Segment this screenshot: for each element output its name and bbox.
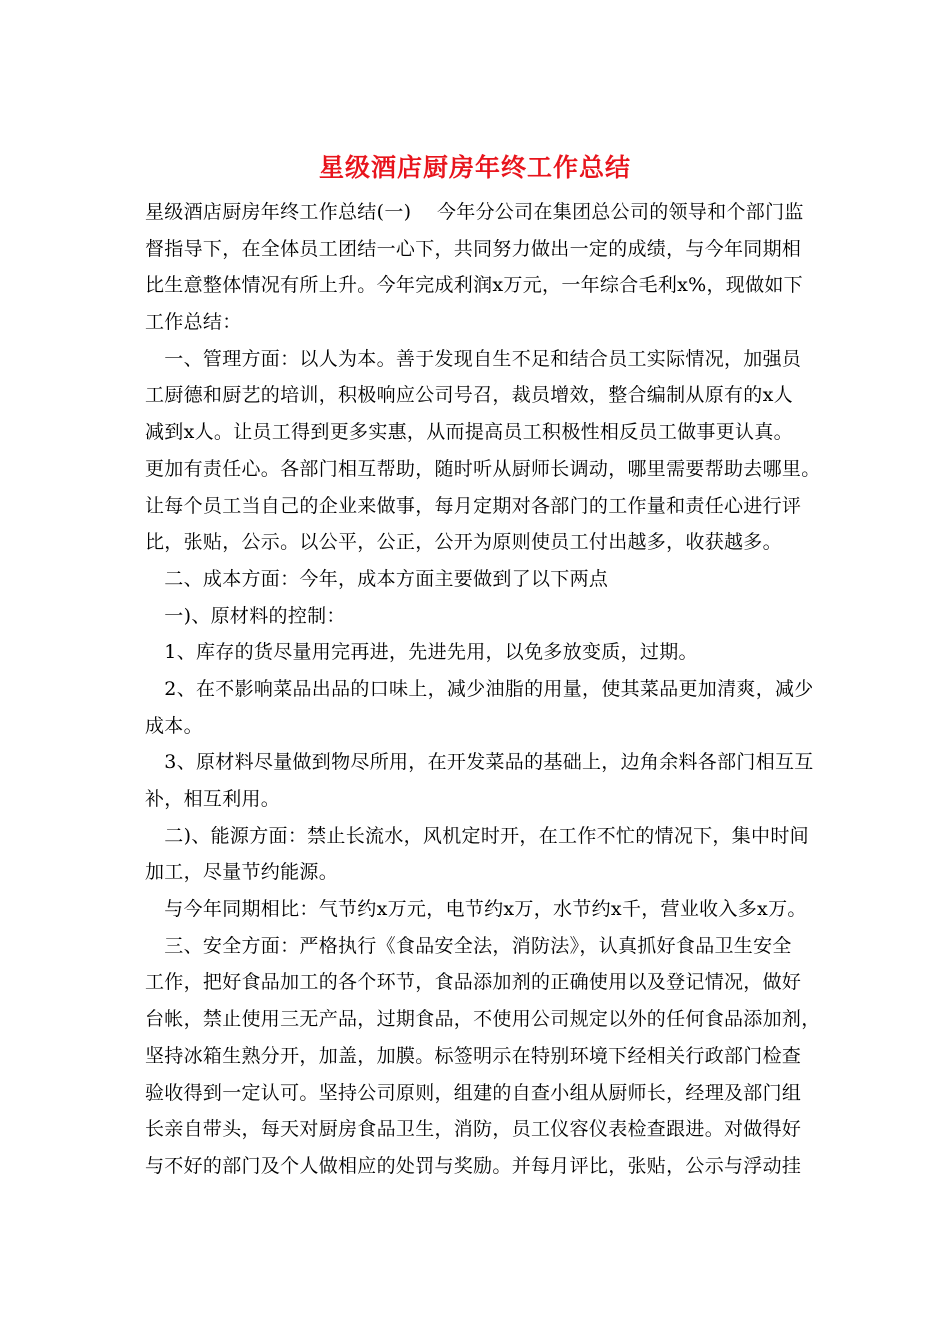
text-line: 长亲自带头，每天对厨房食品卫生，消防，员工仪容仪表检查跟进。对做得好 [145,1118,802,1141]
text-line: 台帐，禁止使用三无产品，过期食品，不使用公司规定以外的任何食品添加剂， [145,1008,821,1031]
text-line: 1、库存的货尽量用完再进，先进先用，以免多放变质，过期。 [145,641,698,664]
text-line: 加工，尽量节约能源。 [145,861,339,884]
text-line: 补，相互利用。 [145,788,281,810]
text-line: 成本。 [145,714,203,737]
document-title: 星级酒店厨房年终工作总结 [318,153,631,182]
text-line: 更加有责任心。各部门相互帮助，随时听从厨师长调动，哪里需要帮助去哪里。 [145,457,821,480]
text-line: 星级酒店厨房年终工作总结(一) 今年分公司在集团总公司的领导和个部门监 [145,201,804,223]
text-line: 让每个员工当自己的企业来做事，每月定期对各部门的工作量和责任心进行评 [145,494,802,517]
text-line: 工厨德和厨艺的培训，积极响应公司号召，裁员增效，整合编制从原有的x人 [145,384,793,407]
text-line: 三、安全方面：严格执行《食品安全法，消防法》，认真抓好食品卫生安全 [145,934,792,957]
text-line: 工作，把好食品加工的各个环节，食品添加剂的正确使用以及登记情况，做好 [145,971,802,994]
text-line: 与今年同期相比：气节约x万元，电节约x万，水节约x千，营业收入多x万。 [145,898,807,921]
text-line: 督指导下，在全体员工团结一心下，共同努力做出一定的成绩，与今年同期相 [145,237,802,260]
text-line: 验收得到一定认可。坚持公司原则，组建的自查小组从厨师长，经理及部门组 [145,1081,802,1104]
text-line: 比，张贴，公示。以公平，公正，公开为原则使员工付出越多，收获越多。 [145,531,782,554]
text-line: 一、管理方面：以人为本。善于发现自生不足和结合员工实际情况，加强员 [145,347,802,370]
document-body [145,194,825,1185]
text-line: 比生意整体情况有所上升。今年完成利润x万元，一年综合毛利x%，现做如下 [145,274,803,297]
text-line: 3、原材料尽量做到物尽所用，在开发菜品的基础上，边角余料各部门相互互 [145,751,814,774]
text-line: 二、成本方面：今年，成本方面主要做到了以下两点 [145,567,609,590]
text-line: 一)、原材料的控制： [145,604,346,627]
text-line: 减到x人。让员工得到更多实惠，从而提高员工积极性相反员工做事更认真。 [145,421,793,444]
text-line: 工作总结： [145,311,242,334]
text-line: 与不好的部门及个人做相应的处罚与奖励。并每月评比，张贴，公示与浮动挂 [145,1154,802,1177]
text-line: 二)、能源方面：禁止长流水，风机定时开，在工作不忙的情况下，集中时间 [145,824,809,847]
text-line: 坚持冰箱生熟分开，加盖，加膜。标签明示在特别环境下经相关行政部门检查 [145,1044,802,1067]
text-line: 2、在不影响菜品出品的口味上，减少油脂的用量，使其菜品更加清爽，减少 [145,677,814,700]
